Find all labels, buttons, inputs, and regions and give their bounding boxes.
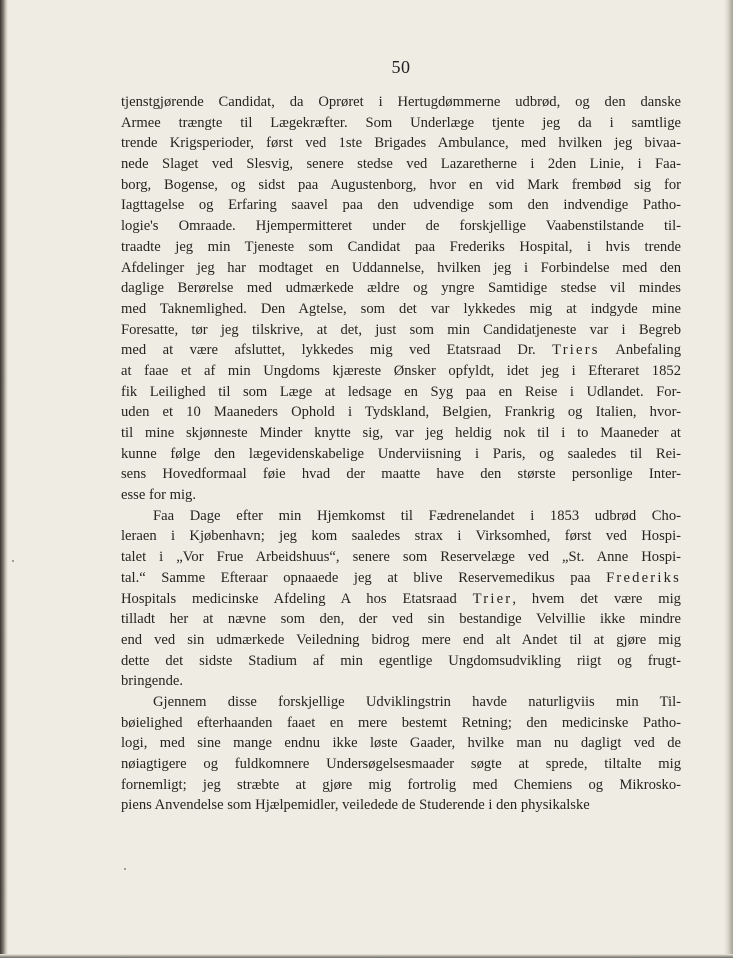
text-line: fik Leilighed til som Læge at ledsage en Syg paa en Reise i Udlandet. For- bbox=[121, 383, 681, 400]
text-line: bøielighed efterhaanden faaet en mere bestemt Retning; den medicinske Patho- bbox=[121, 714, 681, 731]
text-line bbox=[121, 340, 681, 361]
spaced-name: Trier bbox=[472, 590, 513, 607]
page-left-edge bbox=[0, 0, 8, 958]
text-line: traadte jeg min Tjeneste som Candidat paa Frederiks Hospital, i hvis trende bbox=[121, 238, 681, 255]
text-segment: med at være afsluttet, lykkedes mig ved Etatsraad Dr. bbox=[121, 342, 553, 359]
text-line: Afdelinger jeg har modtaget en Uddannelse, hvilken jeg i Forbindelse med den bbox=[121, 259, 681, 276]
text-line: Faa Dage efter min Hjemkomst til Fædrenelandet i 1853 udbrød Cho- bbox=[153, 507, 681, 524]
text-line: Foresatte, tør jeg tilskrive, at det, just som min Candidatjeneste var i Begreb bbox=[121, 321, 681, 338]
text-line bbox=[121, 568, 681, 589]
spaced-name: Frederiks bbox=[606, 569, 681, 586]
text-line: piens Anvendelse som Hjælpemidler, veiledede de Studerende i den physikalske bbox=[121, 797, 590, 814]
text-line: Armee trængte til Lægekræfter. Som Underlæge tjente jeg da i samtlige bbox=[121, 114, 681, 131]
text-line: bringende. bbox=[121, 673, 184, 690]
text-line: Gjennem disse forskjellige Udviklingstrin havde naturligviis min Til- bbox=[153, 693, 681, 710]
text-segment: , hvem det være mig bbox=[512, 590, 681, 607]
text-line: logie's Omraade. Hjempermitteret under de forskjellige Vaabenstilstande til- bbox=[121, 218, 681, 235]
text-line: tilladt her at nævne som den, der ved sin bestandige Velvillie ikke mindre bbox=[121, 611, 681, 628]
page-bottom-edge bbox=[0, 954, 733, 958]
paragraph bbox=[121, 506, 681, 692]
text-line: nøiagtigere og fuldkomnere Undersøgelsesmaader søgte at sprede, tiltalte mig bbox=[121, 756, 681, 772]
text-line: fornemligt; jeg stræbte at gjøre mig fortrolig med Chemiens og Mikrosko- bbox=[121, 776, 681, 793]
paper-speck bbox=[124, 868, 126, 870]
text-line: sens Hovedformaal føie hvad der maatte have den største personlige Inter- bbox=[121, 466, 681, 483]
text-segment: tal.“ Samme Efteraar opnaaede jeg at blive Reservemedikus paa bbox=[121, 569, 607, 586]
paragraph bbox=[121, 92, 681, 506]
text-line: tjenstgjørende Candidat, da Oprøret i Hertugdømmerne udbrød, og den danske bbox=[121, 94, 681, 110]
body-text bbox=[121, 92, 681, 816]
text-line bbox=[121, 589, 681, 610]
page-number: 50 bbox=[391, 57, 411, 77]
text-line: leraen i Kjøbenhavn; jeg kom saaledes strax i Virksomhed, først ved Hospi- bbox=[121, 528, 681, 545]
text-segment: Hospitals medicinske Afdeling A hos Etatsraad bbox=[121, 590, 473, 607]
page-right-edge bbox=[724, 0, 733, 958]
text-line: nede Slaget ved Slesvig, senere stedse ved Lazaretherne i 2den Linie, i Faa- bbox=[121, 156, 681, 173]
paragraph bbox=[121, 692, 681, 816]
text-line: Iagttagelse og Erfaring saavel paa den udvendige som den indvendige Patho- bbox=[121, 197, 681, 214]
text-line: logi, med sine mange endnu ikke løste Gaader, hvilke man nu dagligt ved de bbox=[121, 735, 681, 752]
text-segment: Anbefaling bbox=[599, 342, 681, 359]
paper-speck bbox=[12, 560, 14, 562]
text-line: esse for mig. bbox=[121, 487, 196, 504]
text-line: kunne følge den lægevidenskabelige Underviisning i Paris, og saaledes til Rei- bbox=[121, 445, 681, 462]
text-line: uden et 10 Maaneders Ophold i Tydskland, Belgien, Frankrig og Italien, hvor- bbox=[121, 404, 681, 421]
text-line: end ved sin udmærkede Veiledning bidrog mere end alt Andet til at gjøre mig bbox=[121, 631, 681, 648]
text-line: til mine skjønneste Minder knytte sig, var jeg heldig nok til i to Maaneder at bbox=[121, 425, 681, 441]
text-line: talet i „Vor Frue Arbeidshuus“, senere som Reservelæge ved „St. Anne Hospi- bbox=[121, 549, 681, 566]
text-line: dette det sidste Stadium af min egentlige Ungdomsudvikling riigt og frugt- bbox=[121, 652, 681, 669]
text-line: med Taknemlighed. Den Agtelse, som det var lykkedes mig at indgyde mine bbox=[121, 300, 681, 317]
spaced-name: Triers bbox=[552, 342, 600, 359]
text-line: at faae et af min Ungdoms kjæreste Ønsker opfyldt, idet jeg i Efteraret 1852 bbox=[121, 362, 681, 379]
text-line: borg, Bogense, og sidst paa Augustenborg, hvor en vid Mark frembød sig for bbox=[121, 176, 681, 193]
text-line: trende Krigsperioder, først ved 1ste Brigades Ambulance, med hvilken jeg bivaa- bbox=[121, 135, 681, 152]
text-line: daglige Berørelse med udmærkede ældre og yngre Samtidige stedse vil mindes bbox=[121, 280, 681, 297]
